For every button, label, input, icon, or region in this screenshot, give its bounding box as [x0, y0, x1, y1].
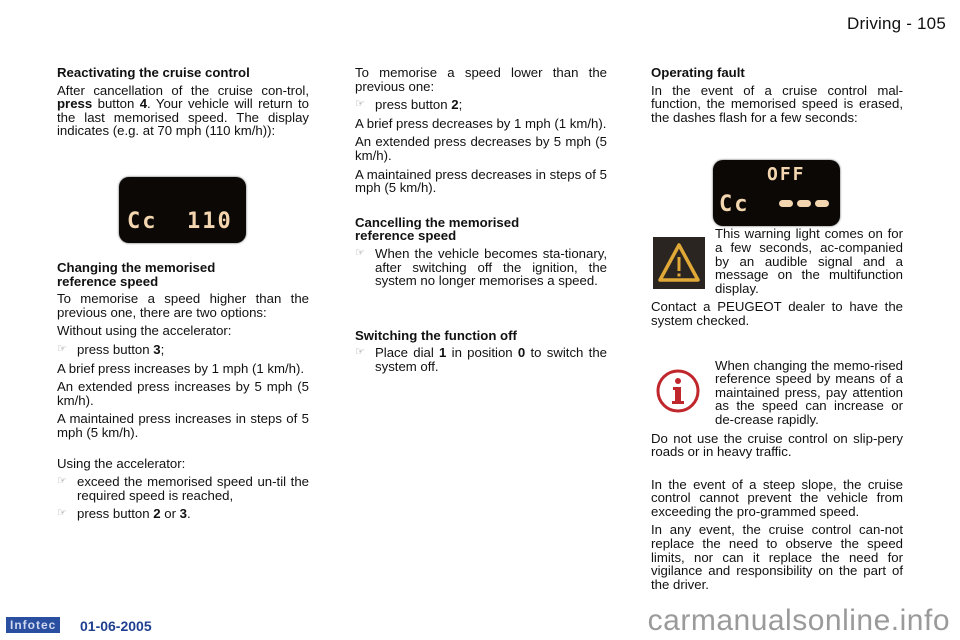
text-bold: 3 [153, 341, 161, 357]
column-2 [355, 66, 607, 379]
text: ; [458, 97, 463, 113]
page-header-title: Driving - 105 [847, 14, 946, 33]
paragraph: In the event of a steep slope, the cruise control cannot prevent the vehicle from exceeding the pro-grammed speed. [651, 476, 903, 519]
watermark: carmanualsonline.info [647, 604, 950, 637]
bullet-text [375, 98, 607, 112]
warning-triangle-icon [653, 237, 705, 289]
lcd-top: OFF [767, 164, 806, 185]
lcd-left: Cc [127, 209, 158, 234]
heading-cancelling [355, 216, 607, 243]
heading-operating-fault: Operating fault [651, 65, 745, 80]
spacer [355, 200, 607, 216]
paragraph: In the event of a cruise control mal-function, the memorised speed is erased, the dashes flash for a few seconds: [651, 82, 903, 125]
bullet-text [375, 346, 607, 373]
paragraph: Using the accelerator: [57, 455, 186, 471]
text-bold: 2 [153, 506, 161, 522]
bullet-text: When the vehicle becomes sta-tionary, after switching off the ignition, the system no longer memorises a speed. [375, 245, 607, 289]
heading-reactivating: Reactivating the cruise control [57, 65, 250, 80]
text: reference speed [355, 228, 457, 244]
pointing-hand-icon: ☞ [57, 342, 67, 355]
paragraph: A maintained press increases in steps of 5 mph (5 km/h). [57, 411, 309, 440]
text: . [187, 506, 191, 522]
text: Changing the memorised [57, 259, 216, 275]
paragraph: To memorise a speed lower than the previous one: [355, 65, 607, 94]
spacer [355, 293, 607, 329]
text: press button [77, 341, 154, 357]
bullet-text: exceed the memorised speed un-til the required speed is reached, [77, 474, 309, 503]
paragraph-reactivating [57, 84, 309, 138]
infotec-logo: Infotec [6, 617, 60, 633]
text-bold: 2 [451, 97, 459, 113]
bullet-item [57, 343, 309, 357]
text: When changing the memo-rised reference speed by means of a maintained press, pay attention as the speed can increase or de-crease rapidly. [715, 357, 903, 427]
pointing-hand-icon: ☞ [355, 246, 365, 259]
paragraph: To memorise a speed higher than the previous one, there are two options: [57, 291, 309, 320]
bullet-item [355, 247, 607, 288]
paragraph: A maintained press decreases in steps of 5 mph (5 km/h). [355, 166, 607, 196]
bullet-text [77, 507, 309, 521]
text: reference speed [57, 273, 159, 289]
warning-text: This warning light comes on for a few seconds, ac-companied by an audible signal and a message on the multifunction display. [715, 226, 903, 296]
paragraph: Do not use the cruise control on slip-pery roads or in heavy traffic. [651, 430, 903, 460]
paragraph: A brief press decreases by 1 mph (1 km/h). [355, 115, 607, 131]
text: Place dial [375, 345, 440, 361]
text: press button [77, 506, 154, 522]
text: After cancellation of the cruise con-trol, [57, 82, 309, 98]
paragraph: Without using the accelerator: [57, 323, 232, 339]
pointing-hand-icon: ☞ [355, 98, 365, 111]
bullet-item [355, 346, 607, 373]
text: Cancelling the memorised [355, 214, 520, 230]
info-circle-icon [655, 368, 701, 414]
pointing-hand-icon: ☞ [57, 475, 67, 488]
text: or [160, 506, 180, 522]
bullet-text [77, 343, 309, 357]
dash [815, 200, 829, 207]
heading-changing [57, 261, 309, 288]
paragraph: An extended press decreases by 5 mph (5 km/h). [355, 134, 607, 163]
column-3 [651, 66, 903, 596]
text-bold: 3 [179, 506, 187, 522]
text: press button [375, 97, 452, 113]
bullet-item [355, 98, 607, 112]
lcd-left: Cc [719, 192, 750, 217]
text-bold: 1 [439, 345, 447, 361]
bullet-item [57, 475, 309, 502]
pointing-hand-icon: ☞ [57, 507, 67, 520]
lcd-dashes [779, 200, 829, 207]
spacer [651, 464, 903, 478]
text-bold: press [57, 96, 93, 112]
lcd-display-off [713, 160, 840, 226]
paragraph: An extended press increases by 5 mph (5 km/h). [57, 379, 309, 408]
footer-date: 01-06-2005 [80, 618, 152, 634]
column-1 [57, 66, 309, 526]
dash [797, 200, 811, 207]
text: in position [446, 345, 518, 361]
bullet-item [57, 507, 309, 521]
spacer [651, 333, 903, 359]
heading-switching: Switching the function off [355, 327, 517, 343]
text: button [92, 96, 140, 112]
spacer [57, 445, 309, 457]
lcd-right: 110 [187, 209, 233, 234]
text-bold: 4 [139, 96, 148, 112]
paragraph: In any event, the cruise control can-not replace the need to observe the speed limits, nor can it replace the need for vigilance and responsibility on the part of the driver. [651, 522, 903, 592]
pointing-hand-icon: ☞ [355, 346, 365, 359]
dash [779, 200, 793, 207]
paragraph: Contact a PEUGEOT dealer to have the system checked. [651, 299, 903, 328]
text-bold: 0 [517, 345, 526, 361]
text: ; [160, 341, 165, 357]
paragraph: A brief press increases by 1 mph (1 km/h). [57, 360, 304, 376]
text: to switch the system off. [375, 345, 607, 374]
text: . Your vehicle will return to the last memorised speed. The display indicates (e.g. at 70 mph (110 km/h)): [57, 96, 309, 139]
lcd-display-cc-110 [119, 177, 246, 243]
